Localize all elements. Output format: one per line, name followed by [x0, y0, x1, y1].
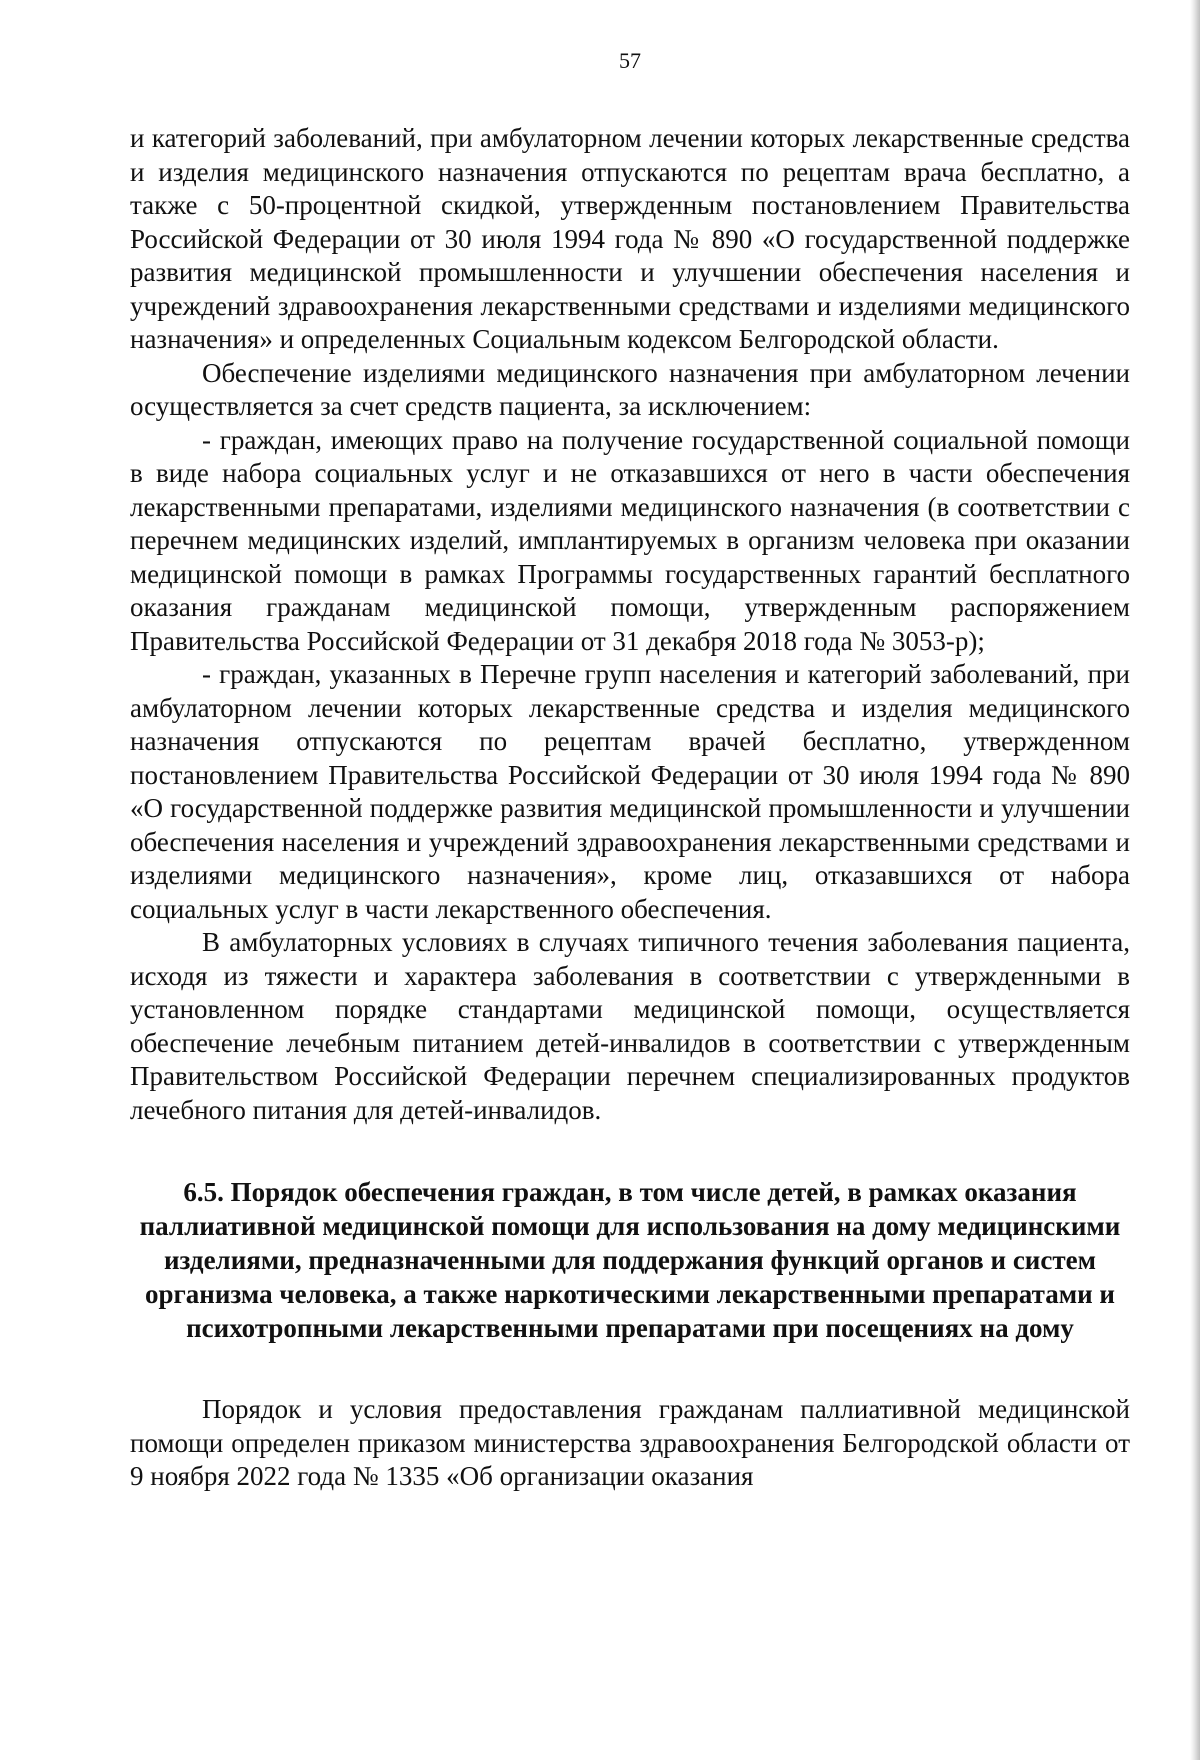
scan-edge-shadow	[1190, 0, 1200, 1760]
paragraph-medical-devices-provision: Обеспечение изделиями медицинского назначения при амбулаторном лечении осуществляется за счет средств пациента, за исключением:	[130, 357, 1130, 421]
section-heading: 6.5. Порядок обеспечения граждан, в том числе детей, в рамках оказания паллиативной медицинской помощи для использования на дому медицинскими изделиями, предназначенными для поддержания функций органов и систем организма человека, а также наркотическими лекарственными препаратами и психотропными лекарственными препаратами при посещениях на дому	[139, 1177, 1121, 1343]
paragraph-continuation: и категорий заболеваний, при амбулаторном лечении которых лекарственные средства и изделия медицинского назначения отпускаются по рецептам врача бесплатно, а также с 50-процентной скидкой, утвержденным постановлением Правительства Российской Федерации от 30 июля 1994 года № 890 «О государственной поддержке развития медицинской промышленности и улучшении обеспечения населения и учреждений здравоохранения лекарственными средствами и изделиями медицинского назначения» и определенных Социальным кодексом Белгородской области.	[130, 123, 1130, 354]
list-item-listed-citizens: - граждан, указанных в Перечне групп населения и категорий заболеваний, при амбулаторном лечении которых лекарственные средства и изделия медицинского назначения отпускаются по рецептам врачей бесплатно, утвержденном постановлением Правительства Российской Федерации от 30 июля 1994 года № 890 «О государственной поддержке развития медицинской промышленности и улучшении обеспечения населения и учреждений здравоохранения лекарственными средствами и изделиями медицинского назначения», кроме лиц, отказавшихся от набора социальных услуг в части лекарственного обеспечения.	[130, 659, 1130, 924]
paragraph-palliative-care-procedure: Порядок и условия предоставления гражданам паллиативной медицинской помощи определен приказом министерства здравоохранения Белгородской области от 9 ноября 2022 года № 1335 «Об организации оказания	[130, 1394, 1130, 1491]
list-item-social-services-citizens: - граждан, имеющих право на получение государственной социальной помощи в виде набора социальных услуг и не отказавшихся от него в части обеспечения лекарственными препаратами, изделиями медицинского назначения (в соответствии с перечнем медицинских изделий, имплантируемых в организм человека при оказании медицинской помощи в рамках Программы государственных гарантий бесплатного оказания гражданам медицинской помощи, утвержденным распоряжением Правительства Российской Федерации от 31 декабря 2018 года № 3053-р);	[130, 424, 1130, 656]
paragraph-therapeutic-nutrition: В амбулаторных условиях в случаях типичного течения заболевания пациента, исходя из тяжести и характера заболевания в соответствии с утвержденными в установленном порядке стандартами медицинской помощи, осуществляется обеспечение лечебным питанием детей-инвалидов в соответствии с утвержденным Правительством Российской Федерации перечнем специализированных продуктов лечебного питания для детей-инвалидов.	[130, 927, 1130, 1125]
document-body	[130, 122, 1130, 1494]
page-number: 57	[619, 48, 641, 73]
